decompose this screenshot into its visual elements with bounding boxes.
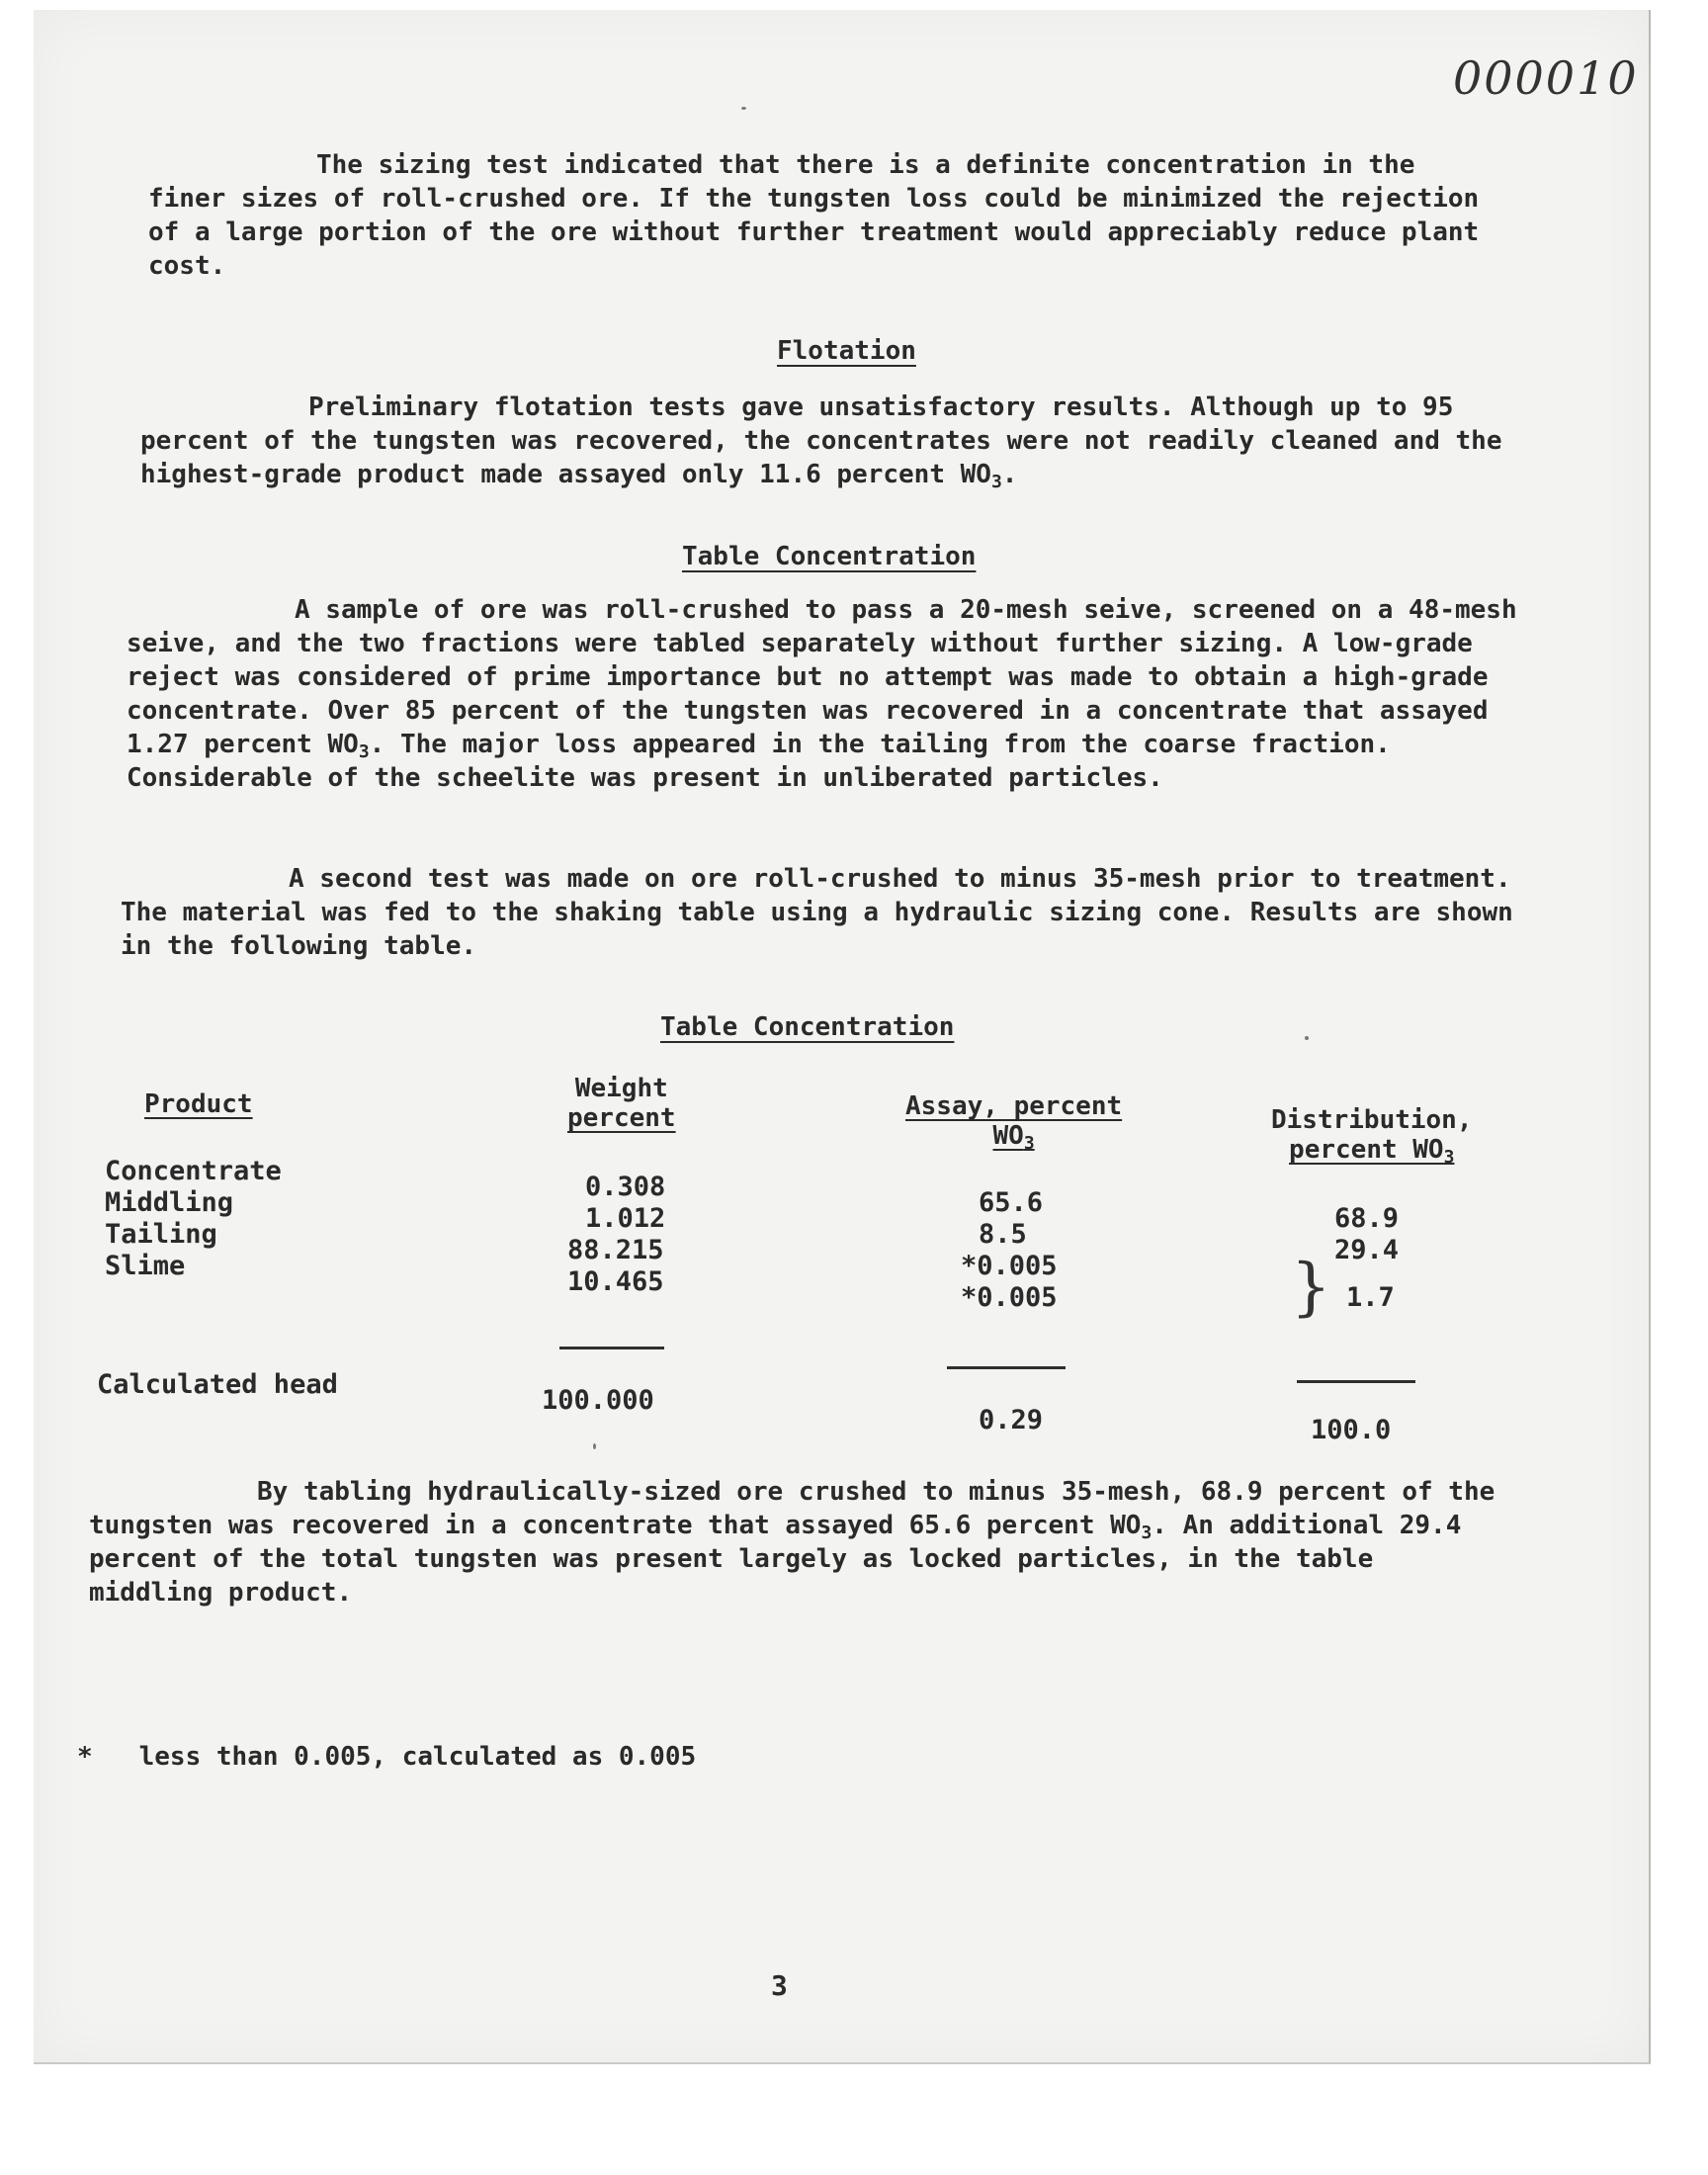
header-distribution: Distribution, percent $WO_3$ (1271, 1105, 1473, 1168)
footnote-mark: * (77, 1742, 93, 1772)
distribution-tailing-slime: 1.7 (1346, 1282, 1395, 1313)
header-assay: Assay, percent $WO_3$ (905, 1091, 1123, 1154)
results-table-title: Table Concentration (660, 1012, 955, 1042)
header-product: Product (144, 1089, 253, 1119)
table-concentration-heading: Table Concentration (682, 542, 977, 571)
product-slime: Slime (105, 1251, 186, 1281)
intro-paragraph: The sizing test indicated that there is a definite concentration in the finer sizes of roll-crushed ore. If the tungsten loss could be minimized the rejection of a large portion of the ore without further treatment would appreciably reduce plant cost. (148, 150, 1480, 281)
weight-concentrate: 0.308 (585, 1172, 666, 1202)
scan-speck (741, 107, 746, 110)
weight-slime: 10.465 (567, 1266, 664, 1297)
calculated-head-distribution: 100.0 (1311, 1415, 1392, 1445)
calculated-head-label: Calculated head (97, 1369, 338, 1400)
distribution-middling: 29.4 (1334, 1235, 1400, 1265)
footnote-text: less than 0.005, calculated as 0.005 (138, 1742, 697, 1772)
conclusion-paragraph: By tabling hydraulically-sized ore crushed to minus 35-mesh, 68.9 percent of the tungsten was recovered in a concentrate that assayed 65.6 percent $WO_3$. An additional 29.4 percent of the total tungsten was present largely as locked particles, in the table middling product. (89, 1477, 1495, 1608)
assay-tailing: *0.005 (961, 1251, 1058, 1281)
table-concentration-paragraph-1: A sample of ore was roll-crushed to pass a 20-mesh seive, screened on a 48-mesh seive, and the two fractions were tabled separately without further sizing. A low-grade reject was considered of prime importance but no attempt was made to obtain a high-grade concentrate. Over 85 percent of the tungsten was recovered in a concentrate that assayed 1.27 percent $WO_3$. The major loss appeared in the tailing from the coarse fraction. Considerable of the scheelite was present in unliberated particles. (127, 595, 1517, 793)
table-concentration-paragraph-2: A second test was made on ore roll-crushed to minus 35-mesh prior to treatment. The material was fed to the shaking table using a hydraulic sizing cone. Results are shown in the following table. (121, 864, 1513, 961)
calculated-head-assay: 0.29 (979, 1405, 1044, 1436)
footnote (77, 1742, 696, 1772)
assay-slime: *0.005 (961, 1282, 1058, 1313)
weight-middling: 1.012 (585, 1203, 666, 1234)
weight-tailing: 88.215 (567, 1235, 664, 1265)
assay-middling: 8.5 (979, 1219, 1027, 1250)
assay-concentrate: 65.6 (979, 1187, 1044, 1218)
page-stamp: 000010 (1453, 51, 1639, 105)
scan-speck (593, 1443, 596, 1449)
flotation-paragraph: Preliminary flotation tests gave unsatisfactory results. Although up to 95 percent of the tungsten was recovered, the concentrates were not readily cleaned and the highest-grade product made assayed only 11.6 percent $WO_3$. (140, 392, 1502, 492)
product-tailing: Tailing (105, 1219, 217, 1250)
header-weight: Weight percent (567, 1074, 676, 1133)
flotation-heading: Flotation (777, 336, 916, 366)
calculated-head-weight: 100.000 (542, 1385, 654, 1416)
distribution-concentrate: 68.9 (1334, 1203, 1400, 1234)
weight-total-rule (559, 1347, 664, 1349)
tailing-slime-brace: } (1291, 1251, 1331, 1324)
distribution-total-rule (1297, 1380, 1415, 1383)
assay-total-rule (947, 1366, 1066, 1369)
product-concentrate: Concentrate (105, 1156, 282, 1186)
page-number: 3 (771, 1969, 788, 2002)
scan-speck (1305, 1036, 1309, 1040)
product-middling: Middling (105, 1187, 234, 1218)
